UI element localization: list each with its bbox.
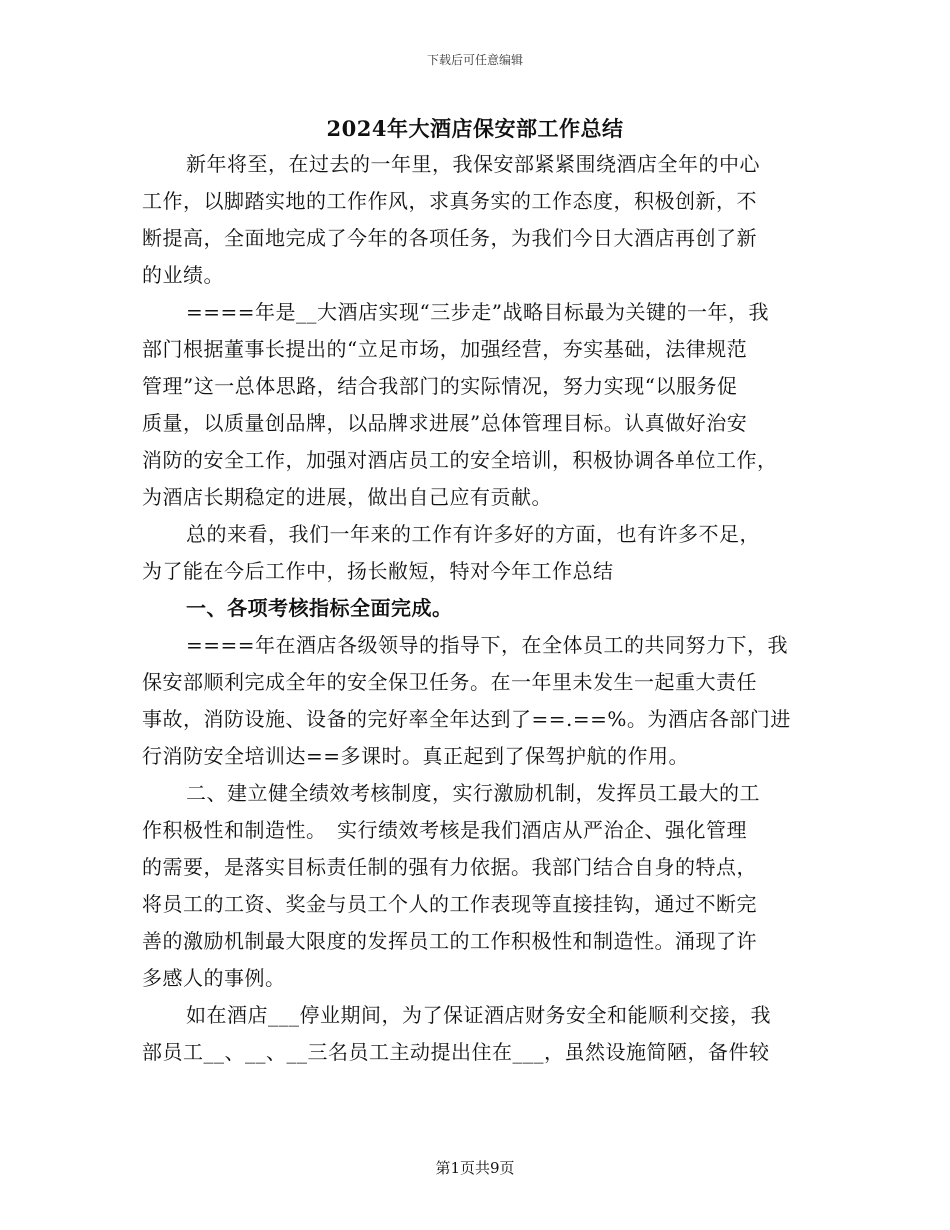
paragraph-line: 工作，以脚踏实地的工作作风，求真务实的工作态度，积极创新，不: [142, 189, 757, 213]
paragraph-line: 为了能在今后工作中，扬长敝短，特对今年工作总结: [142, 559, 614, 583]
page-number: 第1页共9页: [435, 1159, 515, 1177]
paragraph-line: ====年是__大酒店实现“三步走”战略目标最为关键的一年，我: [186, 300, 769, 324]
section-heading: 一、各项考核指标全面完成。: [186, 596, 453, 620]
paragraph-line: 善的激励机制最大限度的发挥员工的工作积极性和制造性。涌现了许: [142, 929, 757, 953]
paragraph-line: 为酒店长期稳定的进展，做出自己应有贡献。: [142, 485, 552, 509]
paragraph-line: 作积极性和制造性。 实行绩效考核是我们酒店从严治企、强化管理: [142, 818, 747, 842]
paragraph-line: 的需要，是落实目标责任制的强有力依据。我部门结合自身的特点，: [142, 855, 757, 879]
paragraph-line: 如在酒店___停业期间，为了保证酒店财务安全和能顺利交接，我: [186, 1003, 771, 1027]
paragraph-line: 断提高，全面地完成了今年的各项任务，为我们今日大酒店再创了新: [142, 226, 757, 250]
paragraph-line: 部门根据董事长提出的“立足市场，加强经营，夯实基础，法律规范: [142, 337, 748, 361]
paragraph-line: 部员工__、__、__三名员工主动提出住在___，虽然设施简陋，备件较: [142, 1040, 770, 1064]
paragraph-line: 事故，消防设施、设备的完好率全年达到了==.==%。为酒店各部门进: [142, 707, 791, 731]
paragraph-line: 行消防安全培训达==多课时。真正起到了保驾护航的作用。: [142, 744, 690, 768]
paragraph-line: 消防的安全工作，加强对酒店员工的安全培训，积极协调各单位工作，: [142, 448, 778, 472]
paragraph-line: 质量，以质量创品牌，以品牌求进展”总体管理目标。认真做好治安: [142, 411, 748, 435]
paragraph-line: 将员工的工资、奖金与员工个人的工作表现等直接挂钩，通过不断完: [142, 892, 757, 916]
paragraph-line: 的业绩。: [142, 263, 224, 287]
document-body: [142, 146, 808, 1071]
paragraph-line: 二、建立健全绩效考核制度，实行激励机制，发挥员工最大的工: [186, 781, 760, 805]
paragraph-line: 管理”这一总体思路，结合我部门的实际情况，努力实现“以服务促: [142, 374, 738, 398]
paragraph-line: 总的来看，我们一年来的工作有许多好的方面，也有许多不足，: [186, 522, 760, 546]
paragraph-line: 保安部顺利完成全年的安全保卫任务。在一年里未发生一起重大责任: [142, 670, 757, 694]
paragraph-line: 新年将至，在过去的一年里，我保安部紧紧围绕酒店全年的中心: [186, 152, 760, 176]
paragraph-line: 多感人的事例。: [142, 966, 286, 990]
document-title: 2024年大酒店保安部工作总结: [326, 116, 624, 141]
page-header: 下载后可任意编辑: [426, 53, 523, 67]
paragraph-line: ====年在酒店各级领导的指导下，在全体员工的共同努力下，我: [186, 633, 789, 657]
